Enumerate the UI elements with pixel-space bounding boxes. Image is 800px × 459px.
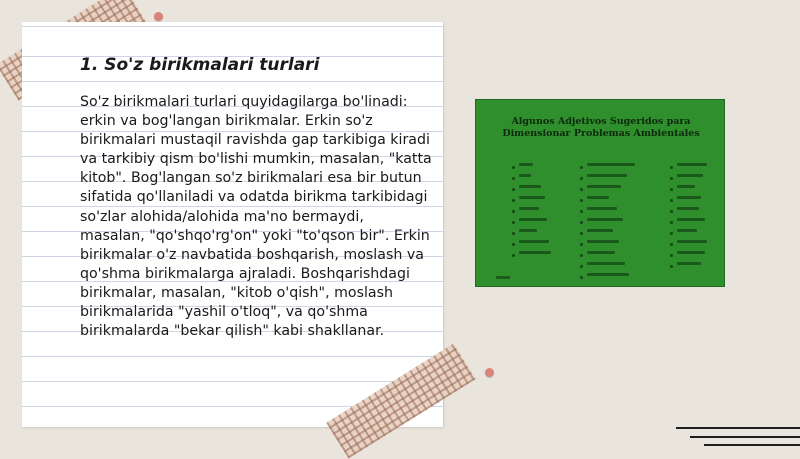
divider-line-3 [704,444,800,446]
list-item [670,163,714,172]
list-item [580,185,640,194]
list-item [580,207,640,216]
slide-title: 1. So'z birikmalari turlari [80,55,320,75]
list-item [670,240,714,249]
divider-line-2 [690,436,800,438]
list-item [670,207,714,216]
list-item [512,229,556,238]
list-item [580,196,640,205]
embedded-image-list-1 [512,160,556,260]
divider-line-1 [676,427,800,429]
list-item [580,273,640,282]
list-item [580,174,640,183]
pin-top [154,12,163,21]
list-item [580,251,640,260]
list-item [670,262,714,271]
list-item [512,251,556,260]
list-item [670,251,714,260]
embedded-image-list-2 [580,160,640,282]
list-item [512,185,556,194]
embedded-image-list-3 [670,160,714,271]
list-item [512,218,556,227]
embedded-image-footnote [496,276,510,279]
list-item [512,207,556,216]
list-item [512,196,556,205]
list-item [670,229,714,238]
list-item [580,262,640,271]
embedded-image-title-line-1: Algunos Adjetivos Sugeridos para [511,116,691,127]
embedded-image [475,99,725,287]
embedded-image-title [476,116,726,140]
embedded-image-title-line-2: Dimensionar Problemas Ambientales [502,128,700,139]
list-item [670,174,714,183]
list-item [580,163,640,172]
pin-bottom [485,368,494,377]
list-item [580,240,640,249]
list-item [512,174,556,183]
list-item [670,218,714,227]
list-item [512,163,556,172]
slide-paragraph: So'z birikmalari turlari quyidagilarga bo'linadi: erkin va bog'langan birikmalar. Erkin so'z birikmalari mustaqil ravishda gap tarkibiga kiradi va tarkibiy qism bo'lishi mumkin, masalan, "katta kitob". Bog'langan so'z birikmalari esa bir butun sifatida qo'llaniladi va odatda birikma tarkibidagi so'zlar alohida/alohida ma'no bermaydi, masalan, "qo'shqo'rg'on" yoki "to'qson bir". Erkin birikmalar o'z navbatida boshqarish, moslash va qo'shma birikmalarga ajraladi. Boshqarishdagi birikmalar, masalan, "kitob o'qish", moslash birikmalarida "yashil o'tloq", va qo'shma birikmalarda "bekar qilish" kabi shakllanar. [80,94,432,340]
list-item [670,185,714,194]
list-item [580,218,640,227]
list-item [512,240,556,249]
list-item [580,229,640,238]
list-item [670,196,714,205]
